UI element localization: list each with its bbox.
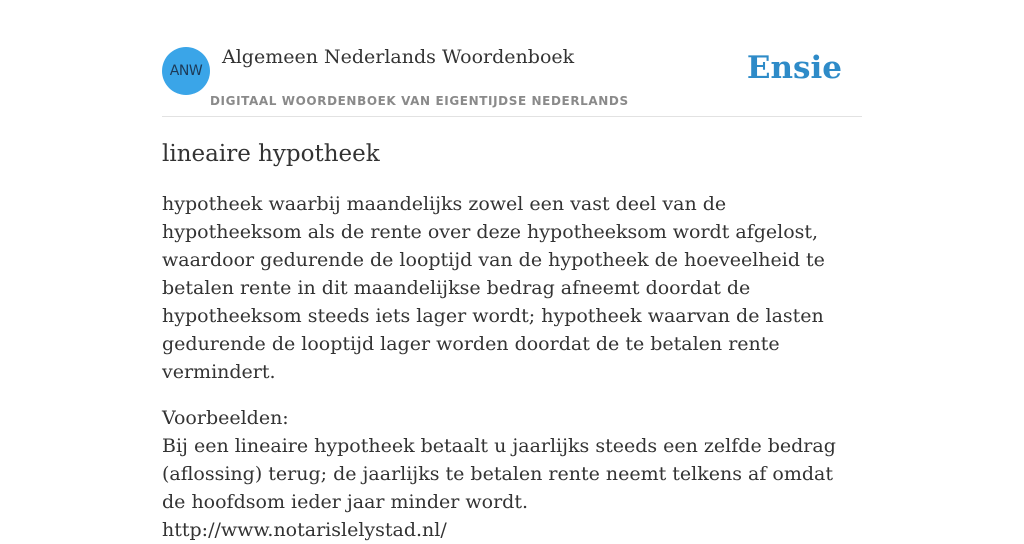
logo-text: ANW xyxy=(169,63,203,79)
anw-logo[interactable] xyxy=(162,47,210,95)
example-text: Bij een lineaire hypotheek betaalt u jaarlijks steeds een zelfde bedrag (aflossing) terug; de jaarlijks te betalen rente neemt telkens af omdat de hoofdsom ieder jaar minder wordt. xyxy=(162,435,836,513)
entry-term: lineaire hypotheek xyxy=(162,141,380,167)
entry-definition: hypotheek waarbij maandelijks zowel een vast deel van de hypotheeksom als de rente over deze hypotheeksom wordt afgelost, waardoor gedurende de looptijd van de hypotheek de hoeveelheid te betalen rente in dit maandelijkse bedrag afneemt doordat de hypotheeksom steeds iets lager wordt; hypotheek waarvan de lasten gedurende de looptijd lager worden doordat de te betalen rente vermindert. xyxy=(162,193,825,383)
examples-section xyxy=(162,404,862,544)
site-subtitle: DIGITAAL WOORDENBOEK VAN EIGENTIJDSE NEDERLANDS xyxy=(210,94,629,108)
ensie-brand-link[interactable]: Ensie xyxy=(746,50,842,86)
examples-label: Voorbeelden: xyxy=(162,407,289,429)
site-header xyxy=(162,0,862,117)
example-source-link[interactable]: http://www.notarislelystad.nl/ xyxy=(162,519,447,541)
site-title-link[interactable]: Algemeen Nederlands Woordenboek xyxy=(222,46,575,68)
entry-content xyxy=(162,138,862,544)
